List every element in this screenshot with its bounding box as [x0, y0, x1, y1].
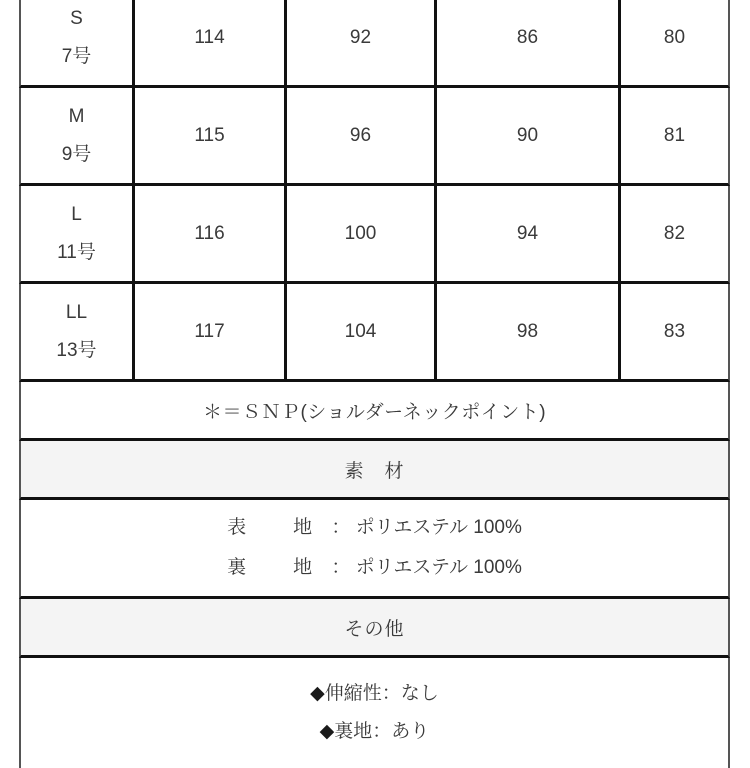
table-cell: 96	[287, 88, 437, 183]
size-letter: M	[68, 105, 85, 127]
size-letter: LL	[65, 301, 88, 323]
material-sep: ：	[331, 517, 351, 538]
material-sep: ：	[331, 557, 351, 578]
footnote-row	[19, 382, 730, 441]
size-label-cell	[21, 0, 135, 85]
table-cell: 104	[287, 284, 437, 379]
size-table	[19, 0, 730, 768]
table-row	[19, 284, 730, 382]
other-item-text: 伸縮性：なし	[324, 683, 439, 704]
other-item-lining	[320, 713, 430, 751]
table-cell: 80	[663, 26, 686, 48]
table-cell: 114	[135, 0, 287, 85]
other-header: その他	[344, 618, 405, 640]
table-row	[19, 88, 730, 186]
size-jp: 13号	[56, 339, 97, 361]
table-cell: 98	[437, 284, 621, 379]
material-label: 表 地	[227, 517, 327, 538]
material-header-row	[19, 441, 730, 500]
table-cell: 92	[287, 0, 437, 85]
snp-footnote: ＊＝ＳＮＰ(ショルダーネックポイント)	[202, 401, 547, 423]
material-body-row	[19, 500, 730, 599]
diamond-bullet-icon: ◆	[310, 683, 325, 704]
size-jp: 11号	[57, 241, 96, 263]
size-letter: L	[71, 203, 82, 225]
size-chart-sheet	[19, 0, 730, 768]
table-cell: 100	[287, 186, 437, 281]
other-item-text: 裏地：あり	[334, 721, 430, 742]
table-cell: 82	[663, 222, 686, 244]
size-label-cell	[21, 88, 135, 183]
material-line-outer	[227, 508, 522, 548]
material-label: 裏 地	[227, 557, 327, 578]
table-cell: 115	[135, 88, 287, 183]
table-cell: 86	[437, 0, 621, 85]
size-jp: 7号	[61, 45, 92, 67]
table-cell: 90	[437, 88, 621, 183]
table-cell: 83	[663, 320, 686, 342]
table-cell: 116	[135, 186, 287, 281]
material-header: 素 材	[344, 460, 405, 482]
size-label-cell	[21, 186, 135, 281]
size-label-cell	[21, 284, 135, 379]
material-value: ポリエステル 100%	[355, 517, 522, 538]
material-value: ポリエステル 100%	[355, 557, 522, 578]
table-cell: 81	[663, 124, 686, 146]
table-row	[19, 0, 730, 88]
size-letter: S	[70, 7, 83, 29]
other-list	[21, 658, 728, 768]
diamond-bullet-icon: ◆	[319, 721, 335, 742]
material-list	[21, 500, 728, 596]
table-cell: 94	[437, 186, 621, 281]
other-item-stretch	[310, 675, 439, 713]
other-header-row	[19, 599, 730, 658]
other-body-row	[19, 658, 730, 768]
table-row	[19, 186, 730, 284]
table-cell: 117	[135, 284, 287, 379]
size-jp: 9号	[61, 143, 92, 165]
material-line-lining	[227, 548, 522, 588]
